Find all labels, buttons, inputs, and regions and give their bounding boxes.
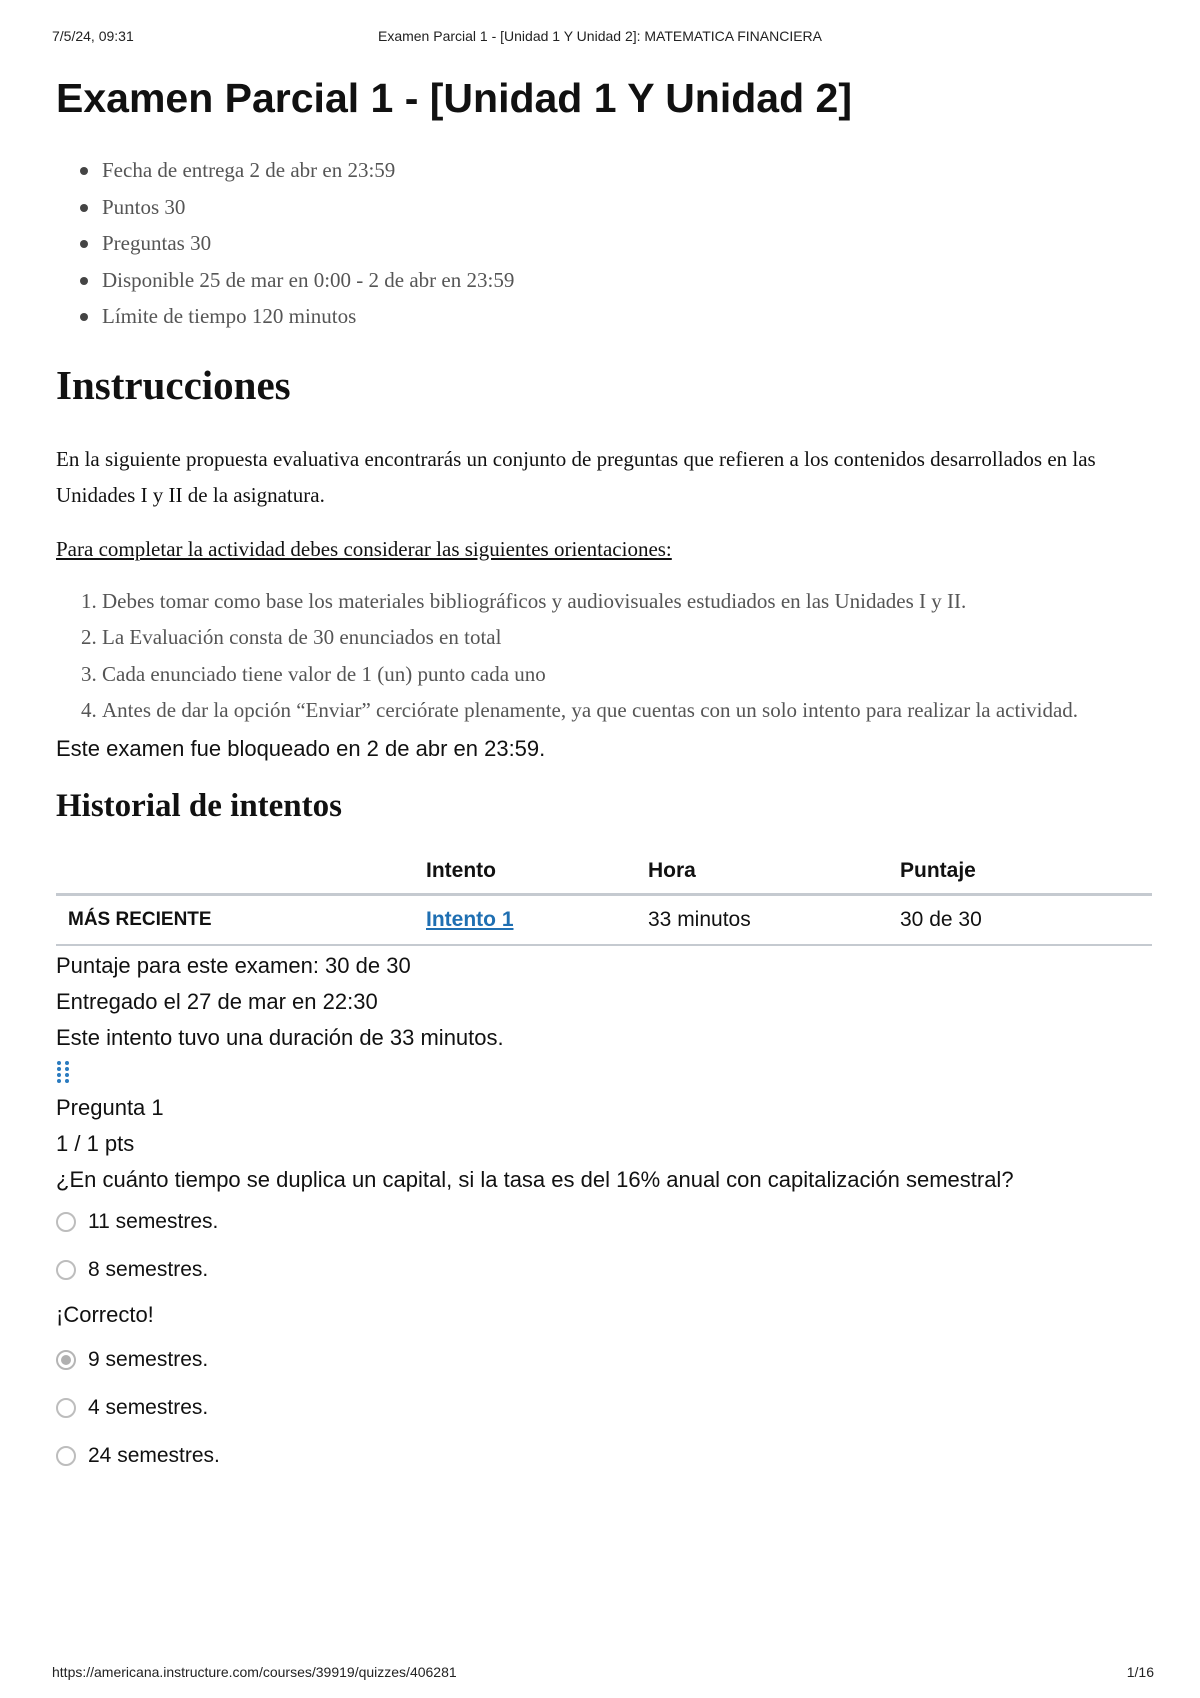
column-header-score: Puntaje xyxy=(888,849,1152,895)
column-header-label xyxy=(56,849,414,895)
drag-handle-icon-graphic xyxy=(56,1060,70,1086)
column-header-attempt: Intento xyxy=(414,849,636,895)
question-points: 1 / 1 pts xyxy=(56,1130,135,1156)
history-heading: Historial de intentos xyxy=(56,787,342,824)
instructions-list xyxy=(56,583,1152,729)
summary-score: Puntaje para este examen: 30 de 30 xyxy=(56,952,411,978)
instructions-intro: En la siguiente propuesta evaluativa encontrarás un conjunto de preguntas que refieren a los contenidos desarrollados en las Unidades I y II de la asignatura. xyxy=(56,446,1096,507)
quiz-detail-available: Disponible 25 de mar en 0:00 - 2 de abr en 23:59 xyxy=(102,262,1152,299)
instruction-item: 3. Cada enunciado tiene valor de 1 (un) punto cada uno xyxy=(102,656,1152,693)
summary-duration: Este intento tuvo una duración de 33 minutos. xyxy=(56,1024,504,1050)
radio-selected-icon[interactable] xyxy=(56,1350,76,1370)
attempt-link[interactable]: Intento 1 xyxy=(426,907,514,931)
question-text: ¿En cuánto tiempo se duplica un capital, si la tasa es del 16% anual con capitalización semestral? xyxy=(56,1166,1014,1192)
attempt-summary xyxy=(56,948,1152,1056)
instruction-item: 1. Debes tomar como base los materiales bibliográficos y audiovisuales estudiados en las Unidades I y II. xyxy=(102,583,1152,620)
quiz-content xyxy=(56,70,1152,1480)
answer-option-selected[interactable] xyxy=(56,1336,1152,1384)
print-date: 7/5/24, 09:31 xyxy=(52,28,134,44)
print-page-number: 1/16 xyxy=(1126,1664,1154,1680)
answer-label: 11 semestres. xyxy=(88,1209,219,1233)
quiz-detail-due: Fecha de entrega 2 de abr en 23:59 xyxy=(102,152,1152,189)
attempts-table xyxy=(56,849,1152,946)
column-header-time: Hora xyxy=(636,849,888,895)
table-row xyxy=(56,894,1152,945)
answer-label: 8 semestres. xyxy=(88,1257,209,1281)
attempt-latest-label: MÁS RECIENTE xyxy=(56,894,414,945)
print-url: https://americana.instructure.com/courses/39919/quizzes/406281 xyxy=(52,1664,457,1680)
instruction-item: 2. La Evaluación consta de 30 enunciados en total xyxy=(102,619,1152,656)
instructions-heading: Instrucciones xyxy=(56,361,291,408)
radio-icon[interactable] xyxy=(56,1446,76,1466)
question-block xyxy=(56,1090,1152,1480)
answer-label: 9 semestres. xyxy=(88,1347,209,1371)
locked-notice: Este examen fue bloqueado en 2 de abr en 23:59. xyxy=(56,735,546,761)
correct-answer-label: ¡Correcto! xyxy=(56,1301,154,1327)
radio-icon[interactable] xyxy=(56,1260,76,1280)
drag-handle-icon[interactable] xyxy=(56,1056,1152,1090)
attempts-header-row xyxy=(56,849,1152,895)
summary-submitted: Entregado el 27 de mar en 22:30 xyxy=(56,988,378,1014)
answer-option[interactable] xyxy=(56,1432,1152,1480)
answer-option[interactable] xyxy=(56,1384,1152,1432)
quiz-details-list xyxy=(56,152,1152,335)
attempt-score: 30 de 30 xyxy=(888,894,1152,945)
attempt-time: 33 minutos xyxy=(636,894,888,945)
answer-label: 24 semestres. xyxy=(88,1443,220,1467)
quiz-detail-questions: Preguntas 30 xyxy=(102,225,1152,262)
print-header xyxy=(0,28,1200,48)
attempt-cell xyxy=(414,894,636,945)
print-doc-title: Examen Parcial 1 - [Unidad 1 Y Unidad 2]: MATEMATICA FINANCIERA xyxy=(377,28,822,44)
radio-icon[interactable] xyxy=(56,1212,76,1232)
quiz-detail-time-limit: Límite de tiempo 120 minutos xyxy=(102,298,1152,335)
answer-option[interactable] xyxy=(56,1198,1152,1246)
answer-option[interactable] xyxy=(56,1246,1152,1294)
answer-label: 4 semestres. xyxy=(88,1395,209,1419)
print-footer xyxy=(0,1664,1200,1684)
instruction-item: 4. Antes de dar la opción “Enviar” cerciórate plenamente, ya que cuentas con un solo intento para realizar la actividad. xyxy=(102,692,1152,729)
quiz-title: Examen Parcial 1 - [Unidad 1 Y Unidad 2] xyxy=(56,75,852,121)
quiz-detail-points: Puntos 30 xyxy=(102,189,1152,226)
instructions-guidelines-label: Para completar la actividad debes considerar las siguientes orientaciones: xyxy=(56,536,672,561)
radio-icon[interactable] xyxy=(56,1398,76,1418)
question-label: Pregunta 1 xyxy=(56,1094,164,1120)
